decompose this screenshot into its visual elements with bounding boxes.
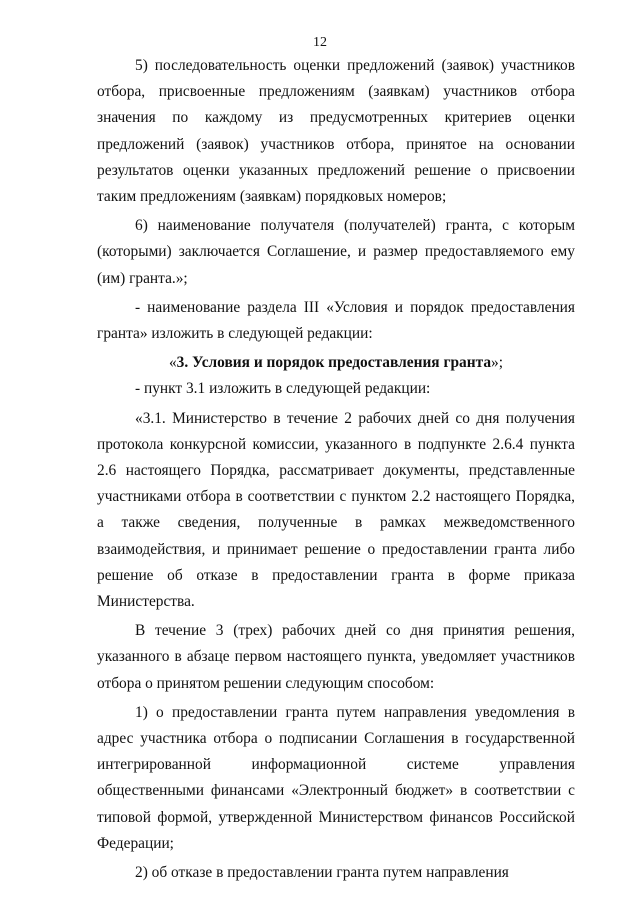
paragraph-notification: В течение 3 (трех) рабочих дней со дня принятия решения, указанного в абзаце первом настоящего пункта, уведомляет участников отбора о принятом решении следующим способом: [97, 622, 575, 692]
paragraph-item-5: 5) последовательность оценки предложений (заявок) участников отбора, присвоенные предложениям (заявкам) участников отбора значения по каждому из предусмотренных критериев оценки предложений (заявок) участников отбора, принятое на основании результатов оценки указанных предложений решение о присвоении таким предложениям (заявкам) порядковых номеров; [97, 57, 575, 206]
heading-text: 3. Условия и порядок предоставления гранта [176, 354, 492, 372]
section-heading [97, 350, 575, 376]
heading-open-quote: « [168, 354, 177, 372]
paragraph-point-3-1-instruction: - пункт 3.1 изложить в следующей редакции: [135, 380, 431, 398]
document-body [97, 53, 575, 886]
heading-close: »; [491, 354, 504, 372]
paragraph-item-2: 2) об отказе в предоставлении гранта путем направления [135, 864, 509, 882]
paragraph-item-1: 1) о предоставлении гранта путем направления уведомления в адрес участника отбора о подписании Соглашения в государственной интегрированной информационной системе управления общественными финансами «Электронный бюджет» в соответствии с типовой формой, утвержденной Министерством финансов Российской Федерации; [97, 703, 575, 852]
paragraph-item-6: 6) наименование получателя (получателей) гранта, с которым (которыми) заключается Соглашение, и размер предоставляемого ему (им) гранта.»; [97, 217, 575, 287]
paragraph-section-rename: - наименование раздела III «Условия и порядок предоставления гранта» изложить в следующей редакции: [97, 298, 575, 343]
page-number: 12 [313, 35, 327, 50]
paragraph-point-3-1: «3.1. Министерство в течение 2 рабочих дней со дня получения протокола конкурсной комиссии, указанного в подпункте 2.6.4 пункта 2.6 настоящего Порядка, рассматривает документы, представленные участниками отбора в соответствии с пунктом 2.2 настоящего Порядка, а также сведения, полученные в рамках межведомственного взаимодействия, и принимает решение о предоставлении гранта либо решение об отказе в предоставлении гранта в форме приказа Министерства. [97, 409, 575, 611]
